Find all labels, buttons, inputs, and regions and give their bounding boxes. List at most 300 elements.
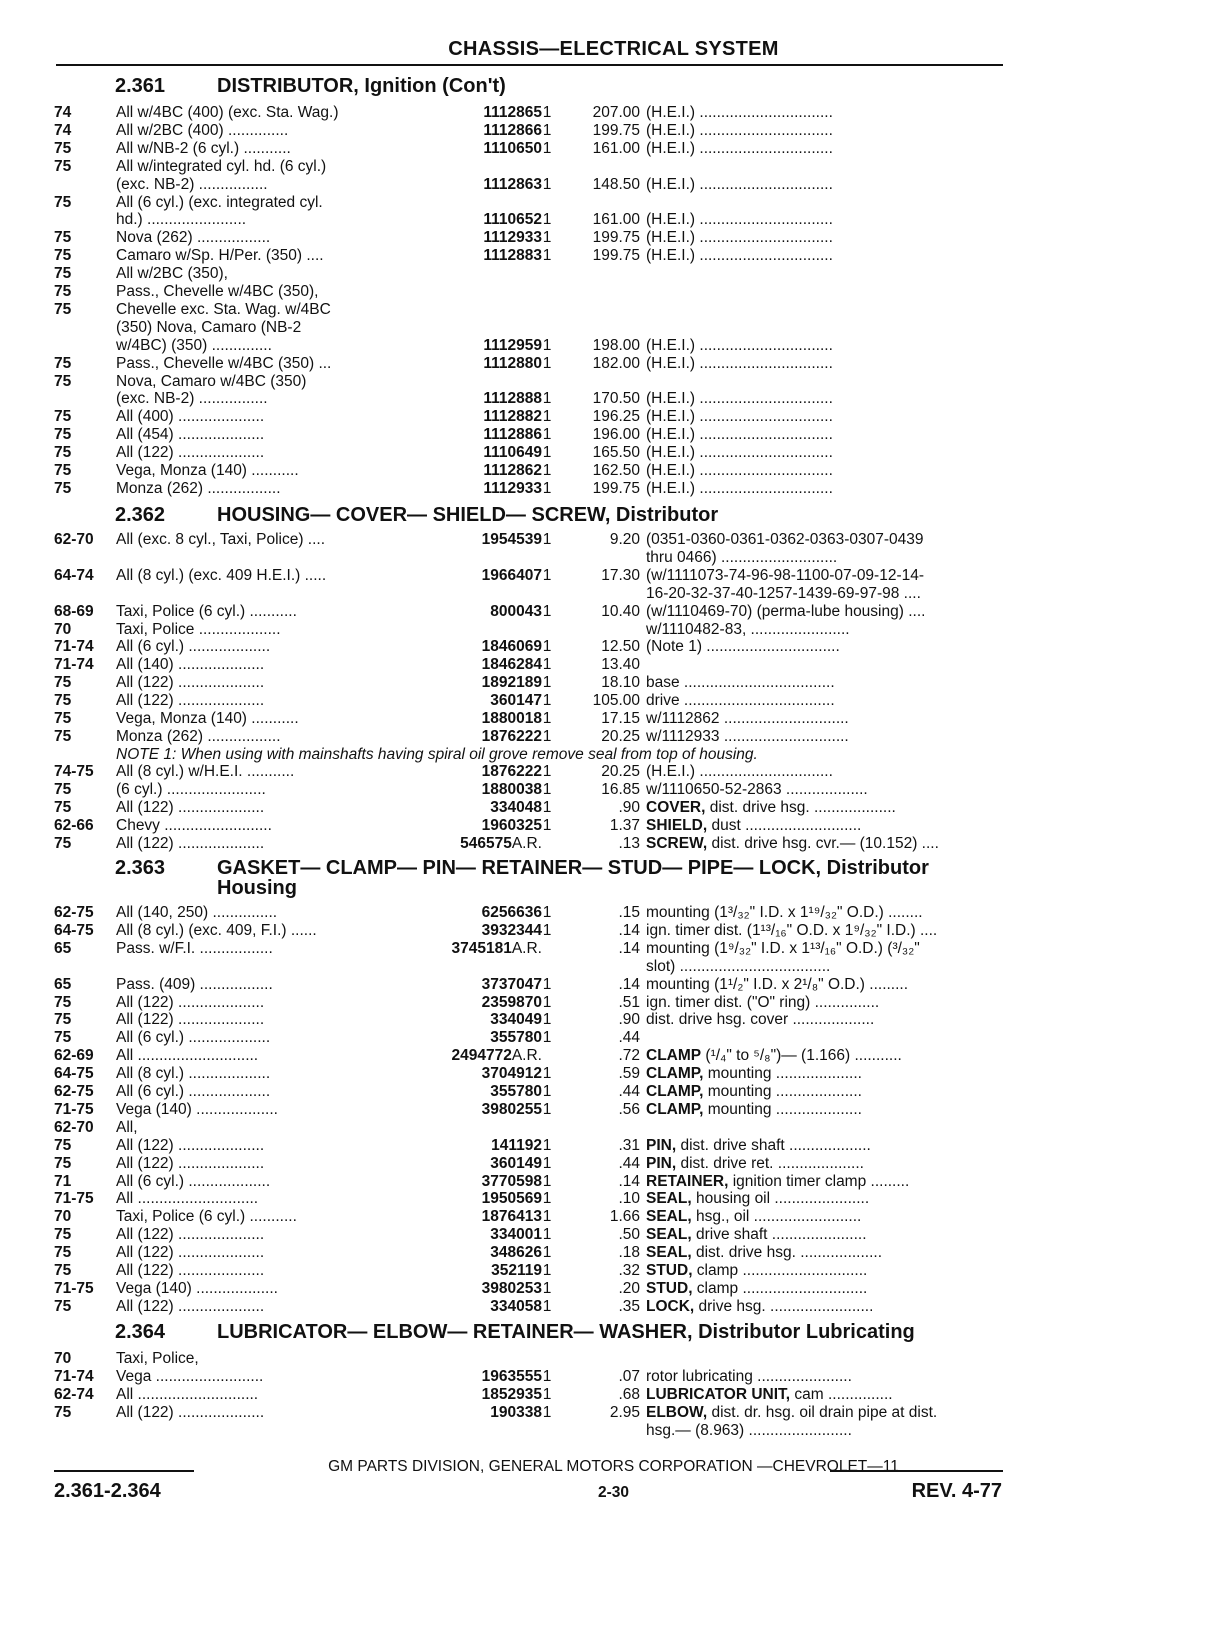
- table-row: [54, 1083, 1004, 1101]
- row-description: [646, 480, 1004, 498]
- description-text: dist. drive hsg. ...................: [691, 1244, 883, 1262]
- row-price: 198.00: [592, 336, 640, 354]
- row-description: [646, 799, 1004, 817]
- row-model: Chevelle exc. Sta. Wag. w/4BC: [116, 300, 331, 318]
- row-description: [646, 692, 1004, 710]
- table-row: [54, 122, 1004, 140]
- row-model: All (140, 250) ...............: [116, 904, 278, 921]
- row-description: [646, 122, 1004, 140]
- row-model: All (122) ....................: [116, 993, 265, 1011]
- row-part-number: [390, 1386, 542, 1404]
- row-part-number: [390, 1226, 542, 1244]
- description-keyword: STUD,: [646, 1279, 693, 1297]
- part-number-value: 1112883: [483, 247, 542, 265]
- row-year: 64-75: [54, 921, 94, 939]
- description-text: (H.E.I.) ...............................: [646, 479, 833, 497]
- part-number-value: 3770598: [481, 1172, 542, 1190]
- row-model: Monza (262) .................: [116, 727, 281, 745]
- description-keyword: CLAMP,: [646, 1065, 704, 1083]
- row-price: .90: [618, 1011, 640, 1029]
- row-quantity: 1: [542, 1065, 552, 1083]
- description-text: mounting ....................: [703, 1083, 862, 1100]
- table-row: [54, 1190, 1004, 1208]
- description-text: base ...................................: [646, 674, 835, 692]
- row-model: Vega .........................: [116, 1367, 264, 1385]
- row-part-number: [390, 1208, 542, 1226]
- part-number-value: 2359870: [481, 993, 542, 1011]
- table-row: [54, 1368, 1004, 1386]
- row-description: [646, 1190, 1004, 1208]
- table-row: [54, 1422, 1004, 1440]
- row-price: .15: [618, 904, 640, 921]
- row-year: 75: [54, 1226, 72, 1244]
- table-row: [54, 265, 1004, 283]
- row-description: [646, 1386, 1004, 1404]
- row-model: All (122) ....................: [116, 1244, 265, 1262]
- part-number-value: 348626: [490, 1244, 542, 1262]
- row-year: 70: [54, 1208, 72, 1226]
- row-quantity: 1: [542, 354, 552, 372]
- table-row: [54, 1350, 1004, 1368]
- description-text: clamp .............................: [692, 1262, 868, 1279]
- row-model: All ............................: [116, 1190, 259, 1208]
- row-part-number: [390, 674, 542, 692]
- row-quantity: 1: [542, 993, 552, 1011]
- row-quantity: 1: [542, 566, 552, 584]
- description-text: drive hsg. ........................: [694, 1297, 874, 1315]
- row-quantity: 1: [542, 780, 552, 798]
- description-keyword: SHIELD,: [646, 816, 708, 834]
- row-price: .51: [618, 993, 640, 1011]
- table-row: [54, 567, 1004, 585]
- row-description: [646, 1280, 1004, 1298]
- row-description: [646, 1083, 1004, 1101]
- table-row: [54, 462, 1004, 480]
- row-description: [646, 211, 1004, 229]
- section-number: 2.362: [115, 504, 166, 526]
- description-text: (H.E.I.) ...............................: [646, 336, 833, 354]
- row-model: All (8 cyl.) w/H.E.I. ...........: [116, 763, 295, 780]
- description-text: mounting (1⁹/₃₂" I.D. x 1¹³/₁₆" O.D.) (³/₃₂": [646, 939, 920, 957]
- row-quantity: 1: [542, 211, 552, 229]
- row-model: All (122) ....................: [116, 1011, 265, 1029]
- table-row: [54, 1298, 1004, 1316]
- row-year: 75: [54, 692, 72, 710]
- row-model: All (122) ....................: [116, 1403, 265, 1421]
- row-year: 68-69: [54, 602, 94, 620]
- table-row: [54, 104, 1004, 122]
- row-description: [646, 638, 1004, 656]
- row-price: 207.00: [592, 104, 640, 121]
- description-text: mounting ....................: [703, 1100, 862, 1118]
- row-model: All (exc. 8 cyl., Taxi, Police) ....: [116, 531, 326, 548]
- row-price: .13: [618, 834, 640, 852]
- row-year: 75: [54, 229, 72, 247]
- row-description: [646, 585, 1004, 603]
- part-number-value: 352119: [491, 1262, 542, 1279]
- part-number-value: 1846069: [481, 638, 542, 656]
- row-price: 20.25: [601, 763, 640, 780]
- description-keyword: SEAL,: [646, 1244, 692, 1262]
- row-quantity: 1: [542, 247, 552, 265]
- description-text: clamp .............................: [692, 1279, 868, 1297]
- row-description: [646, 994, 1004, 1012]
- section-title: HOUSING— COVER— SHIELD— SCREW, Distributor: [217, 504, 719, 526]
- row-quantity: 1: [542, 175, 552, 193]
- row-year: 62-66: [54, 816, 94, 834]
- row-year: 62-75: [54, 904, 94, 921]
- row-model: Pass., Chevelle w/4BC (350) ...: [116, 354, 332, 372]
- row-model: (6 cyl.) .......................: [116, 780, 266, 798]
- row-description: [646, 1262, 1004, 1280]
- row-quantity: 1: [542, 408, 552, 426]
- part-number-value: 1876222: [481, 763, 542, 780]
- description-keyword: STUD,: [646, 1262, 693, 1279]
- footer-page-number: 2-30: [597, 1484, 630, 1501]
- row-model: Taxi, Police (6 cyl.) ...........: [116, 602, 297, 620]
- row-part-number: [390, 638, 542, 656]
- row-part-number: [390, 1404, 542, 1422]
- row-part-number: [390, 817, 542, 835]
- description-text: (H.E.I.) ...............................: [646, 763, 833, 780]
- row-price: .07: [618, 1367, 640, 1385]
- row-price: .35: [618, 1297, 640, 1315]
- row-model: All ............................: [116, 1385, 259, 1403]
- row-model: All (140) ....................: [116, 656, 265, 674]
- table-row: [54, 621, 1004, 639]
- table-row: [54, 1244, 1004, 1262]
- row-description: [646, 567, 1004, 585]
- table-row: [54, 817, 1004, 835]
- row-part-number: [390, 426, 542, 444]
- row-year: 75: [54, 139, 72, 157]
- description-text: cam ...............: [790, 1385, 893, 1403]
- row-description: [646, 1368, 1004, 1386]
- row-description: [646, 444, 1004, 462]
- row-year: 64-75: [54, 1065, 94, 1083]
- row-price: 199.75: [592, 479, 640, 497]
- description-text: 16-20-32-37-40-1257-1439-69-97-98 ....: [646, 584, 921, 602]
- description-text: (H.E.I.) ...............................: [646, 247, 833, 265]
- row-price: .59: [618, 1065, 640, 1083]
- table-row: [54, 1047, 1004, 1065]
- row-part-number: [390, 531, 542, 549]
- part-number-value: 1110649: [483, 444, 542, 462]
- row-year: 62-75: [54, 1083, 94, 1100]
- row-model: All (6 cyl.) ...................: [116, 1029, 271, 1047]
- row-part-number: [390, 462, 542, 480]
- part-number-value: 1880018: [481, 710, 542, 727]
- row-description: [646, 176, 1004, 194]
- row-year: 65: [54, 975, 72, 993]
- row-description: [646, 940, 1004, 958]
- row-quantity: 1: [542, 531, 552, 548]
- part-number-value: 334001: [490, 1226, 542, 1244]
- row-price: 182.00: [592, 354, 640, 372]
- row-price: 161.00: [592, 139, 640, 157]
- table-row: [54, 319, 1004, 337]
- row-model: All (122) ....................: [116, 674, 265, 692]
- row-year: 75: [54, 1136, 72, 1154]
- row-price: 1.37: [609, 816, 640, 834]
- row-model: All,: [116, 1118, 138, 1136]
- row-description: [646, 462, 1004, 480]
- part-number-value: 1846284: [481, 656, 542, 674]
- description-keyword: COVER,: [646, 798, 706, 816]
- table-row: [54, 656, 1004, 674]
- row-quantity: 1: [542, 444, 552, 462]
- row-year: 75: [54, 157, 72, 175]
- part-number-value: 3745181: [451, 939, 512, 957]
- table-row: [54, 710, 1004, 728]
- header-rule: [56, 64, 1003, 66]
- description-keyword: PIN,: [646, 1154, 677, 1172]
- row-part-number: [390, 976, 542, 994]
- row-price: 20.25: [601, 727, 640, 745]
- row-price: 148.50: [592, 175, 640, 193]
- description-text: (0351-0360-0361-0362-0363-0307-0439: [646, 531, 924, 548]
- section-title: LUBRICATOR— ELBOW— RETAINER— WASHER, Distributor Lubricating: [217, 1321, 915, 1343]
- row-quantity: 1: [542, 904, 552, 921]
- row-description: [646, 976, 1004, 994]
- row-part-number: [390, 710, 542, 728]
- description-text: ign. timer dist. (1¹³/₁₆" O.D. x 1⁹/₃₂" I.D.) ....: [646, 921, 938, 939]
- part-number-value: 3737047: [481, 975, 542, 993]
- row-year: 75: [54, 1262, 72, 1279]
- row-price: .14: [618, 921, 640, 939]
- part-number-value: 1963555: [481, 1367, 542, 1385]
- row-model: All w/2BC (400) ..............: [116, 121, 289, 139]
- table-row: [54, 1208, 1004, 1226]
- part-number-value: 334049: [490, 1011, 542, 1029]
- row-model: Vega, Monza (140) ...........: [116, 710, 299, 727]
- table-row: [54, 976, 1004, 994]
- table-row: [54, 283, 1004, 301]
- row-model: All (6 cyl.) ...................: [116, 638, 271, 656]
- row-quantity: 1: [542, 104, 552, 121]
- table-row: [54, 1137, 1004, 1155]
- row-part-number: [390, 247, 542, 265]
- row-part-number: [390, 176, 542, 194]
- row-part-number: [390, 104, 542, 122]
- description-text: w/1112862 .............................: [646, 710, 849, 727]
- row-description: [646, 710, 1004, 728]
- description-text: (H.E.I.) ...............................: [646, 426, 833, 444]
- row-part-number: [390, 337, 542, 355]
- table-row: [54, 480, 1004, 498]
- description-text: mounting (1³/₃₂" I.D. x 1¹⁹/₃₂" O.D.) ........: [646, 904, 923, 921]
- row-description: [646, 140, 1004, 158]
- description-text: ign. timer dist. ("O" ring) ...............: [646, 993, 880, 1011]
- row-description: [646, 531, 1004, 549]
- description-text: drive ...................................: [646, 692, 835, 710]
- row-model: All (122) ....................: [116, 1136, 265, 1154]
- part-quantity-ar: A.R.: [511, 1047, 542, 1065]
- row-year: 74: [54, 121, 72, 139]
- part-number-value: 3704912: [481, 1065, 542, 1083]
- row-year: 71-75: [54, 1279, 94, 1297]
- row-year: 75: [54, 780, 72, 798]
- description-keyword: CLAMP: [646, 1047, 702, 1065]
- row-quantity: 1: [542, 1190, 552, 1208]
- table-row: [54, 1280, 1004, 1298]
- row-quantity: 1: [542, 229, 552, 247]
- row-price: 161.00: [592, 211, 640, 229]
- table-row: [54, 194, 1004, 212]
- row-part-number: [390, 1262, 542, 1280]
- description-keyword: RETAINER,: [646, 1172, 729, 1190]
- row-part-number: [390, 480, 542, 498]
- row-year: 75: [54, 834, 72, 852]
- row-year: 75: [54, 1244, 72, 1262]
- row-year: 71-75: [54, 1190, 94, 1208]
- row-price: 196.00: [592, 426, 640, 444]
- table-row: [54, 603, 1004, 621]
- description-text: (H.E.I.) ...............................: [646, 211, 833, 229]
- part-number-value: 3980255: [481, 1100, 542, 1118]
- row-description: [646, 621, 1004, 639]
- description-keyword: SEAL,: [646, 1226, 692, 1244]
- row-price: 2.95: [609, 1403, 640, 1421]
- row-part-number: [390, 229, 542, 247]
- table-row: [54, 1065, 1004, 1083]
- row-quantity: 1: [542, 692, 552, 710]
- row-model: All w/integrated cyl. hd. (6 cyl.): [116, 157, 327, 175]
- table-row: [54, 763, 1004, 781]
- row-year: 75: [54, 798, 72, 816]
- description-text: dist. drive hsg. cover ...................: [646, 1011, 875, 1029]
- row-model: All w/NB-2 (6 cyl.) ...........: [116, 139, 291, 157]
- row-part-number: [390, 603, 542, 621]
- row-part-number: [390, 140, 542, 158]
- description-text: w/1110482-83, .......................: [646, 620, 850, 638]
- description-keyword: LOCK,: [646, 1297, 695, 1315]
- row-price: 17.15: [601, 710, 640, 727]
- row-part-number: [390, 994, 542, 1012]
- row-quantity: 1: [542, 763, 552, 780]
- part-number-value: 334058: [490, 1297, 542, 1315]
- page-title: CHASSIS—ELECTRICAL SYSTEM: [448, 38, 779, 60]
- row-quantity: 1: [542, 710, 552, 727]
- description-text: (H.E.I.) ...............................: [646, 121, 833, 139]
- row-price: 9.20: [609, 531, 640, 548]
- row-model: hd.) .......................: [116, 211, 247, 229]
- section-number: 2.364: [115, 1321, 166, 1343]
- description-keyword: PIN,: [646, 1136, 677, 1154]
- part-number-value: 355780: [490, 1083, 542, 1100]
- row-quantity: 1: [542, 1403, 552, 1421]
- part-number-value: 1112886: [483, 426, 542, 444]
- row-model: Nova, Camaro w/4BC (350): [116, 372, 307, 390]
- description-text: ignition timer clamp .........: [728, 1172, 910, 1190]
- row-model: Monza (262) .................: [116, 479, 281, 497]
- row-model: All (122) ....................: [116, 798, 265, 816]
- row-quantity: 1: [542, 1297, 552, 1315]
- row-price: 105.00: [592, 692, 640, 710]
- description-text: (H.E.I.) ...............................: [646, 462, 833, 479]
- row-part-number: [390, 799, 542, 817]
- description-text: dist. drive hsg. cvr.— (10.152) ....: [707, 834, 939, 852]
- row-price: .18: [618, 1244, 640, 1262]
- row-quantity: 1: [542, 121, 552, 139]
- description-text: (Note 1) ...............................: [646, 638, 840, 656]
- row-part-number: [390, 122, 542, 140]
- row-quantity: 1: [542, 1208, 552, 1226]
- row-description: [646, 1101, 1004, 1119]
- row-model: All (8 cyl.) (exc. 409 H.E.I.) .....: [116, 566, 327, 584]
- row-quantity: 1: [542, 727, 552, 745]
- row-description: [646, 781, 1004, 799]
- row-part-number: [390, 1280, 542, 1298]
- row-quantity: 1: [542, 139, 552, 157]
- description-text: dist. drive shaft ...................: [676, 1136, 871, 1154]
- row-part-number: [390, 1190, 542, 1208]
- row-description: [646, 1244, 1004, 1262]
- part-number-value: 360147: [490, 692, 542, 710]
- description-text: (H.E.I.) ...............................: [646, 408, 833, 426]
- description-text: (H.E.I.) ...............................: [646, 390, 833, 408]
- row-year: 75: [54, 265, 72, 283]
- row-description: [646, 728, 1004, 746]
- part-number-value: 1112862: [483, 462, 542, 479]
- row-model: Pass. (409) .................: [116, 975, 273, 993]
- table-row: [54, 1173, 1004, 1191]
- row-part-number: [390, 444, 542, 462]
- row-price: 170.50: [592, 390, 640, 408]
- section-number: 2.363: [115, 857, 166, 879]
- row-description: [646, 390, 1004, 408]
- row-price: .14: [618, 939, 640, 957]
- part-number-value: 546575: [460, 834, 512, 852]
- description-keyword: CLAMP,: [646, 1083, 704, 1100]
- row-price: 12.50: [601, 638, 640, 656]
- row-description: [646, 549, 1004, 567]
- row-year: 75: [54, 1154, 72, 1172]
- row-model: All (122) ....................: [116, 444, 265, 462]
- table-row: [54, 337, 1004, 355]
- part-number-value: 800043: [490, 602, 542, 620]
- row-part-number: [390, 1173, 542, 1191]
- row-quantity: 1: [542, 390, 552, 408]
- section-title: GASKET— CLAMP— PIN— RETAINER— STUD— PIPE— LOCK, Distributor Housing: [217, 857, 929, 899]
- row-year: 62-74: [54, 1385, 94, 1403]
- table-row: [54, 1155, 1004, 1173]
- footer-corporation: GM PARTS DIVISION, GENERAL MOTORS CORPORATION —CHEVROLET—11: [328, 1458, 899, 1475]
- row-year: 74-75: [54, 763, 94, 780]
- row-model: All w/4BC (400) (exc. Sta. Wag.): [116, 104, 339, 121]
- part-number-value: 1112866: [483, 121, 542, 139]
- section-title: DISTRIBUTOR, Ignition (Con't): [217, 75, 506, 97]
- row-year: 62-70: [54, 1118, 94, 1136]
- table-row: [54, 426, 1004, 444]
- row-part-number: [390, 1137, 542, 1155]
- row-part-number: [390, 567, 542, 585]
- row-part-number: [390, 1065, 542, 1083]
- row-model: All (122) ....................: [116, 1262, 265, 1279]
- row-part-number: [390, 355, 542, 373]
- row-year: 71-74: [54, 656, 94, 674]
- row-price: 196.25: [592, 408, 640, 426]
- description-text: rotor lubricating ......................: [646, 1367, 852, 1385]
- row-description: [646, 835, 1004, 853]
- section-note: NOTE 1: When using with mainshafts having spiral oil grove remove seal from top of housing.: [116, 746, 758, 763]
- row-part-number: [390, 940, 542, 958]
- row-year: 74: [54, 104, 72, 121]
- row-quantity: 1: [542, 1279, 552, 1297]
- row-model: Vega, Monza (140) ...........: [116, 462, 299, 479]
- row-year: 75: [54, 479, 72, 497]
- row-year: 75: [54, 462, 72, 479]
